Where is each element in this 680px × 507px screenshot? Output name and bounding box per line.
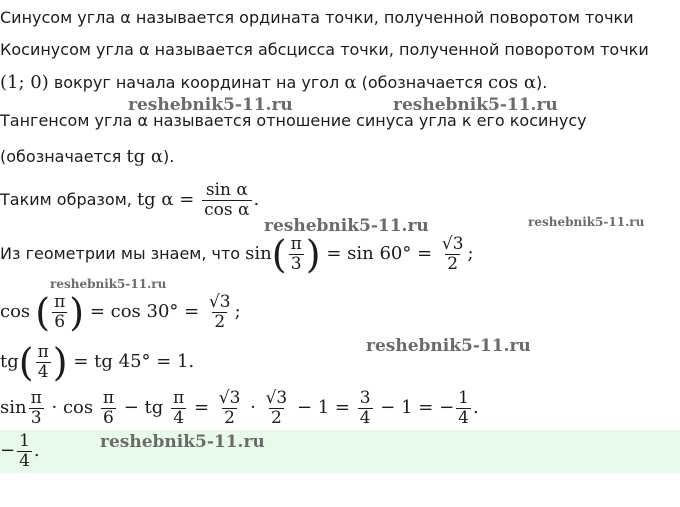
answer-four: 4 <box>19 451 30 471</box>
cos-fn: cos <box>0 301 31 322</box>
minus-one-eq: − 1 = <box>291 397 356 418</box>
pi-over-4-b <box>171 389 186 428</box>
watermark: reshebnik5-11.ru <box>128 95 293 115</box>
cos-definition-cont <box>0 73 547 93</box>
six-b: 6 <box>103 408 114 428</box>
eq-cos30: = cos 30° = <box>84 301 205 322</box>
watermark: reshebnik5-11.ru <box>50 277 167 291</box>
pi-over-6-b <box>101 389 116 428</box>
sqrt3-over-2-d <box>264 389 290 428</box>
tg-alpha: tg α <box>126 146 164 167</box>
dot-b: . <box>473 397 479 418</box>
sin-fn-b: sin <box>0 397 27 418</box>
watermark: reshebnik5-11.ru <box>366 336 531 356</box>
minus-tg: − tg <box>118 397 170 418</box>
thus-text: Таким образом, <box>0 190 137 209</box>
sqrt3-d: √3 <box>265 388 288 408</box>
watermark: reshebnik5-11.ru <box>100 432 265 452</box>
pi-5: π <box>102 388 115 408</box>
cos-pi6-line: cos ( $\frac{\pi}{6}$ ) = cos 30° = $\frac{√3}{2}$ ; <box>0 290 241 335</box>
answer-one: 1 <box>19 431 30 451</box>
pi-2: π <box>54 292 66 312</box>
semicolon: ; <box>467 243 474 264</box>
tg-alpha-eq: tg α = <box>136 189 201 210</box>
frac-num-sin: sin α <box>205 180 248 200</box>
pi-over-3 <box>289 235 304 274</box>
tg-notation-open: (обозначается <box>0 147 127 166</box>
tg-pi4-line: tg( $\frac{\pi}{4}$ ) = tg 45° = 1. <box>0 340 195 385</box>
minus-one-eq-minus: − 1 = − <box>374 397 455 418</box>
frac-den-cos: cos α <box>204 200 250 220</box>
cdot: · <box>244 397 262 418</box>
tan-definition-text: Тангенсом угла α называется отношение синуса угла к его косинусу <box>0 111 587 130</box>
sin-definition-text: Синусом угла α называется ордината точки, полученной поворотом точки <box>0 8 634 27</box>
geometry-text: Из геометрии мы знаем, что <box>0 244 246 263</box>
tg-notation <box>0 147 174 167</box>
cos-definition-text: Косинусом угла α называется абсцисса точки, полученной поворотом точки <box>0 40 649 59</box>
rotation-point: (1; 0) <box>0 72 49 93</box>
main-expression <box>0 388 479 428</box>
sqrt3-over-2-c <box>217 389 243 428</box>
four: 4 <box>37 362 49 382</box>
tg-fn: tg <box>0 351 19 372</box>
cos-alpha: cos α <box>487 72 537 93</box>
close-paren-2: ). <box>163 147 175 166</box>
pi: π <box>290 234 302 254</box>
answer-one-over-four <box>17 432 32 471</box>
sqrt3-over-2-b <box>207 293 233 332</box>
sin-definition <box>0 8 634 28</box>
pi-6: π <box>173 388 185 408</box>
pi-4: π <box>30 388 42 408</box>
semicolon-b: ; <box>234 301 241 322</box>
eq-tg45: = tg 45° = 1. <box>67 351 195 372</box>
pi-over-3-b <box>29 389 44 428</box>
pi-over-6 <box>52 293 67 332</box>
six: 6 <box>54 312 66 332</box>
answer-line <box>0 430 40 472</box>
cos-definition <box>0 40 649 60</box>
two-b: 2 <box>214 312 226 332</box>
watermark: reshebnik5-11.ru <box>264 216 429 236</box>
sqrt3-b: √3 <box>208 292 231 312</box>
two-d: 2 <box>270 408 282 428</box>
one-over-four <box>456 389 471 428</box>
alpha-symbol: α <box>344 72 357 93</box>
three-over-four <box>358 389 373 428</box>
watermark: reshebnik5-11.ru <box>393 95 558 115</box>
two: 2 <box>447 254 459 274</box>
one: 1 <box>458 388 469 408</box>
three: 3 <box>290 254 302 274</box>
pi-3: π <box>37 342 49 362</box>
tg-formula-line <box>0 180 259 220</box>
sin-fn: sin <box>245 243 272 264</box>
pi-over-4 <box>36 343 51 382</box>
answer-dot: . <box>33 440 40 461</box>
eq-1: = <box>188 397 215 418</box>
sin-over-cos-fraction <box>202 181 251 220</box>
answer-minus: − <box>0 440 16 461</box>
sqrt3-c: √3 <box>218 388 241 408</box>
four-b: 4 <box>173 408 185 428</box>
sin-pi3-line: Из геометрии мы знаем, что sin( $\frac{\pi}{3}$ ) = sin 60° = $\frac{√3}{2}$ ; <box>0 232 474 277</box>
three-num: 3 <box>359 388 371 408</box>
sqrt3-over-2 <box>440 235 466 274</box>
two-c: 2 <box>224 408 235 428</box>
cdot-cos: · cos <box>45 397 99 418</box>
cos-notation-open: (обозначается <box>356 73 488 92</box>
watermark: reshebnik5-11.ru <box>528 215 645 229</box>
close-paren: ). <box>536 73 548 92</box>
three-b: 3 <box>30 408 42 428</box>
rotation-text: вокруг начала координат на угол <box>48 73 345 92</box>
four-c: 4 <box>359 408 371 428</box>
four-d: 4 <box>458 408 469 428</box>
dot: . <box>253 189 260 210</box>
sqrt3: √3 <box>441 234 464 254</box>
eq-sin60: = sin 60° = <box>320 243 438 264</box>
